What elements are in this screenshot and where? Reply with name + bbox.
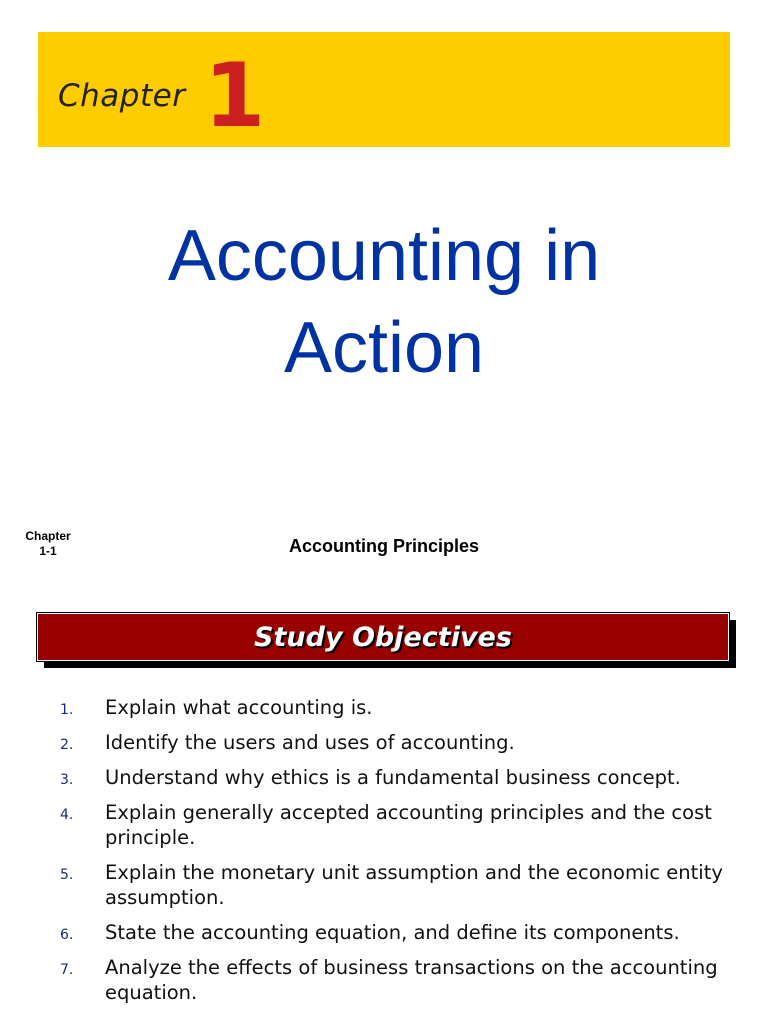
list-item-text: Explain what accounting is.	[105, 696, 373, 719]
list-item	[0, 695, 768, 720]
list-item-text: Explain the monetary unit assumption and the economic entity assumption.	[105, 861, 723, 909]
list-item-text: Understand why ethics is a fundamental business concept.	[105, 766, 681, 789]
list-item-number: 1.	[60, 702, 74, 718]
list-item-text: Identify the users and uses of accounting.	[105, 731, 515, 754]
slide-title-line-1: Accounting in	[167, 216, 601, 296]
page-reference-chapter: Chapter	[25, 529, 71, 543]
list-item-number: 4.	[60, 807, 74, 823]
chapter-label: Chapter	[58, 78, 186, 114]
list-item	[0, 920, 768, 945]
list-item-number: 3.	[60, 772, 74, 788]
list-item	[0, 860, 768, 910]
list-item-number: 2.	[60, 737, 74, 753]
chapter-banner	[38, 32, 730, 147]
list-item-text: Explain generally accepted accounting principles and the cost principle.	[105, 801, 712, 849]
list-item	[0, 800, 768, 850]
list-item	[0, 730, 768, 755]
study-objectives-banner	[37, 613, 729, 661]
list-item-number: 6.	[60, 927, 74, 943]
list-item-text: State the accounting equation, and define its components.	[105, 921, 680, 944]
study-objectives-heading: Study Objectives	[254, 621, 512, 653]
slide-title	[0, 210, 768, 394]
list-item	[0, 955, 768, 1005]
list-item-text: Analyze the effects of business transactions on the accounting equation.	[105, 956, 718, 1004]
list-item	[0, 765, 768, 790]
list-item-number: 7.	[60, 962, 74, 978]
study-objectives-list	[0, 695, 768, 1015]
page-reference-number: 1-1	[39, 544, 57, 558]
book-title: Accounting Principles	[288, 536, 480, 556]
chapter-number: 1	[204, 44, 266, 147]
list-item-number: 5.	[60, 867, 74, 883]
slide-title-line-2: Action	[283, 308, 485, 388]
